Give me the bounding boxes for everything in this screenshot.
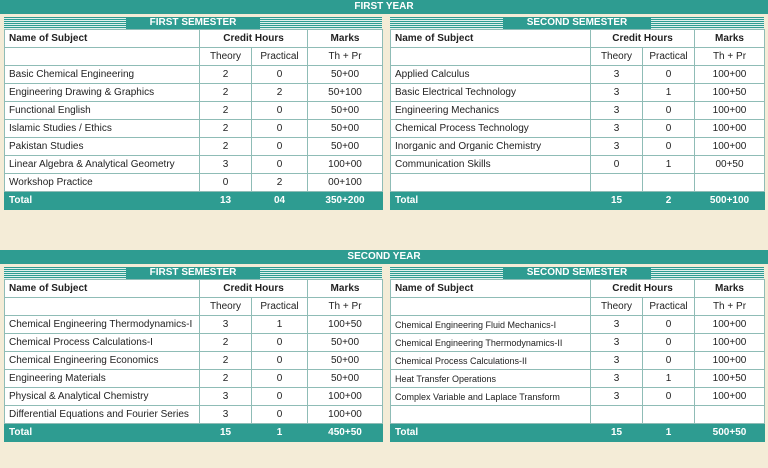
table-row — [391, 84, 765, 102]
subject-name: Basic Chemical Engineering — [5, 66, 200, 84]
subject-name: Heat Transfer Operations — [391, 370, 591, 388]
header-marks: Marks — [695, 30, 765, 48]
practical-hours: 0 — [252, 388, 308, 406]
theory-hours: 2 — [200, 138, 252, 156]
practical-hours: 0 — [252, 156, 308, 174]
table-row — [5, 84, 383, 102]
practical-hours: 0 — [643, 66, 695, 84]
subjects-table — [4, 29, 383, 210]
subject-name: Pakistan Studies — [5, 138, 200, 156]
header-th-pr: Th + Pr — [695, 298, 765, 316]
marks-value: 00+50 — [695, 156, 765, 174]
practical-hours: 0 — [252, 66, 308, 84]
table-row — [391, 352, 765, 370]
marks-value: 100+00 — [695, 316, 765, 334]
practical-hours: 1 — [643, 370, 695, 388]
table-row — [5, 174, 383, 192]
total-marks: 500+50 — [695, 424, 765, 442]
semester-title: FIRST SEMESTER — [126, 17, 261, 29]
total-theory: 15 — [200, 424, 252, 442]
table-row — [5, 102, 383, 120]
theory-hours: 2 — [200, 84, 252, 102]
marks-value: 100+00 — [695, 120, 765, 138]
practical-hours: 1 — [643, 84, 695, 102]
semester-title: SECOND SEMESTER — [503, 17, 652, 29]
marks-value: 100+50 — [695, 370, 765, 388]
marks-value: 100+50 — [695, 84, 765, 102]
practical-hours: 0 — [252, 120, 308, 138]
header-marks: Marks — [308, 30, 383, 48]
subject-name: Linear Algebra & Analytical Geometry — [5, 156, 200, 174]
practical-hours: 0 — [643, 334, 695, 352]
table-row — [391, 66, 765, 84]
total-row — [391, 424, 765, 442]
header-theory: Theory — [200, 48, 252, 66]
theory-hours: 2 — [200, 334, 252, 352]
subject-name: Applied Calculus — [391, 66, 591, 84]
header-practical: Practical — [643, 298, 695, 316]
subject-name: Engineering Drawing & Graphics — [5, 84, 200, 102]
header-subject: Name of Subject — [391, 30, 591, 48]
subject-name: Chemical Process Technology — [391, 120, 591, 138]
header-th-pr: Th + Pr — [308, 48, 383, 66]
theory-hours: 0 — [200, 174, 252, 192]
marks-value: 100+00 — [695, 138, 765, 156]
practical-hours: 0 — [643, 388, 695, 406]
practical-hours: 0 — [643, 102, 695, 120]
total-marks: 350+200 — [308, 192, 383, 210]
marks-value: 100+00 — [695, 334, 765, 352]
theory-hours: 3 — [591, 84, 643, 102]
subject-name: Chemical Engineering Fluid Mechanics-I — [391, 316, 591, 334]
subject-name: Chemical Engineering Economics — [5, 352, 200, 370]
subjects-table — [390, 279, 765, 442]
theory-hours: 3 — [591, 370, 643, 388]
practical-hours: 0 — [252, 102, 308, 120]
table-row — [391, 388, 765, 406]
subject-name: Physical & Analytical Chemistry — [5, 388, 200, 406]
header-practical: Practical — [252, 48, 308, 66]
theory-hours: 2 — [200, 370, 252, 388]
theory-hours: 2 — [200, 102, 252, 120]
header-subject: Name of Subject — [5, 30, 200, 48]
semester-panel — [390, 17, 764, 210]
theory-hours: 3 — [591, 102, 643, 120]
practical-hours: 2 — [252, 84, 308, 102]
table-row — [391, 316, 765, 334]
marks-value: 50+00 — [308, 138, 383, 156]
year-title: FIRST YEAR — [0, 0, 768, 14]
semester-title-bar — [4, 267, 382, 279]
table-row — [5, 370, 383, 388]
empty-row — [391, 406, 765, 424]
subject-name: Chemical Process Calculations-I — [5, 334, 200, 352]
table-row — [391, 120, 765, 138]
subjects-table — [4, 279, 383, 442]
header-th-pr: Th + Pr — [308, 298, 383, 316]
marks-value: 50+00 — [308, 66, 383, 84]
total-marks: 450+50 — [308, 424, 383, 442]
theory-hours: 3 — [591, 120, 643, 138]
practical-hours: 0 — [252, 370, 308, 388]
header-practical: Practical — [643, 48, 695, 66]
marks-value: 50+100 — [308, 84, 383, 102]
semester-panel — [4, 267, 382, 442]
theory-hours: 3 — [591, 66, 643, 84]
header-credit-hours: Credit Hours — [591, 280, 695, 298]
total-label: Total — [391, 192, 591, 210]
semester-title: SECOND SEMESTER — [503, 267, 652, 279]
table-row — [5, 120, 383, 138]
header-practical: Practical — [252, 298, 308, 316]
theory-hours: 3 — [591, 334, 643, 352]
marks-value: 100+00 — [308, 406, 383, 424]
theory-hours: 2 — [200, 120, 252, 138]
subject-name: Communication Skills — [391, 156, 591, 174]
total-theory: 15 — [591, 192, 643, 210]
subject-name: Chemical Engineering Thermodynamics-I — [5, 316, 200, 334]
semester-title-bar — [390, 267, 764, 279]
total-practical: 1 — [643, 424, 695, 442]
table-row — [5, 316, 383, 334]
total-theory: 13 — [200, 192, 252, 210]
theory-hours: 0 — [591, 156, 643, 174]
subject-name: Chemical Engineering Thermodynamics-II — [391, 334, 591, 352]
header-blank — [391, 298, 591, 316]
marks-value: 50+00 — [308, 352, 383, 370]
header-marks: Marks — [695, 280, 765, 298]
subject-name: Differential Equations and Fourier Series — [5, 406, 200, 424]
theory-hours: 3 — [200, 388, 252, 406]
marks-value: 50+00 — [308, 120, 383, 138]
table-row — [5, 66, 383, 84]
header-subject: Name of Subject — [391, 280, 591, 298]
theory-hours: 3 — [200, 406, 252, 424]
table-row — [391, 138, 765, 156]
practical-hours: 0 — [643, 138, 695, 156]
total-theory: 15 — [591, 424, 643, 442]
subject-name: Islamic Studies / Ethics — [5, 120, 200, 138]
table-row — [391, 102, 765, 120]
header-blank — [5, 48, 200, 66]
table-row — [391, 156, 765, 174]
marks-value: 50+00 — [308, 102, 383, 120]
marks-value: 100+50 — [308, 316, 383, 334]
subject-name: Complex Variable and Laplace Transform — [391, 388, 591, 406]
practical-hours: 0 — [643, 352, 695, 370]
semester-title-bar — [390, 17, 764, 29]
practical-hours: 0 — [252, 406, 308, 424]
table-row — [5, 156, 383, 174]
semester-title-bar — [4, 17, 382, 29]
marks-value: 100+00 — [695, 102, 765, 120]
semester-panel — [4, 17, 382, 210]
marks-value: 50+00 — [308, 370, 383, 388]
table-row — [5, 138, 383, 156]
practical-hours: 0 — [252, 334, 308, 352]
marks-value: 100+00 — [695, 388, 765, 406]
practical-hours: 0 — [252, 138, 308, 156]
header-subject: Name of Subject — [5, 280, 200, 298]
table-row — [5, 334, 383, 352]
total-row — [5, 192, 383, 210]
header-theory: Theory — [591, 48, 643, 66]
subject-name: Engineering Materials — [5, 370, 200, 388]
subject-name: Basic Electrical Technology — [391, 84, 591, 102]
table-row — [391, 334, 765, 352]
total-label: Total — [5, 424, 200, 442]
theory-hours: 3 — [200, 316, 252, 334]
total-label: Total — [391, 424, 591, 442]
marks-value: 100+00 — [695, 352, 765, 370]
theory-hours: 3 — [591, 138, 643, 156]
marks-value: 100+00 — [308, 388, 383, 406]
year-title: SECOND YEAR — [0, 250, 768, 264]
practical-hours: 0 — [643, 316, 695, 334]
header-blank — [391, 48, 591, 66]
theory-hours: 3 — [591, 388, 643, 406]
header-marks: Marks — [308, 280, 383, 298]
total-row — [5, 424, 383, 442]
marks-value: 50+00 — [308, 334, 383, 352]
total-practical: 04 — [252, 192, 308, 210]
table-row — [5, 388, 383, 406]
theory-hours: 2 — [200, 352, 252, 370]
header-th-pr: Th + Pr — [695, 48, 765, 66]
total-row — [391, 192, 765, 210]
header-credit-hours: Credit Hours — [200, 30, 308, 48]
subject-name: Inorganic and Organic Chemistry — [391, 138, 591, 156]
theory-hours: 3 — [200, 156, 252, 174]
theory-hours: 3 — [591, 316, 643, 334]
table-row — [5, 406, 383, 424]
theory-hours: 2 — [200, 66, 252, 84]
practical-hours: 2 — [252, 174, 308, 192]
header-theory: Theory — [591, 298, 643, 316]
table-row — [391, 370, 765, 388]
marks-value: 00+100 — [308, 174, 383, 192]
practical-hours: 1 — [643, 156, 695, 174]
header-blank — [5, 298, 200, 316]
header-credit-hours: Credit Hours — [591, 30, 695, 48]
subject-name: Functional English — [5, 102, 200, 120]
theory-hours: 3 — [591, 352, 643, 370]
marks-value: 100+00 — [695, 66, 765, 84]
total-label: Total — [5, 192, 200, 210]
table-row — [5, 352, 383, 370]
subject-name: Engineering Mechanics — [391, 102, 591, 120]
practical-hours: 0 — [643, 120, 695, 138]
subject-name: Workshop Practice — [5, 174, 200, 192]
semester-title: FIRST SEMESTER — [126, 267, 261, 279]
header-theory: Theory — [200, 298, 252, 316]
header-credit-hours: Credit Hours — [200, 280, 308, 298]
total-practical: 2 — [643, 192, 695, 210]
marks-value: 100+00 — [308, 156, 383, 174]
total-marks: 500+100 — [695, 192, 765, 210]
semester-panel — [390, 267, 764, 442]
subjects-table — [390, 29, 765, 210]
empty-row — [391, 174, 765, 192]
practical-hours: 1 — [252, 316, 308, 334]
total-practical: 1 — [252, 424, 308, 442]
practical-hours: 0 — [252, 352, 308, 370]
subject-name: Chemical Process Calculations-II — [391, 352, 591, 370]
